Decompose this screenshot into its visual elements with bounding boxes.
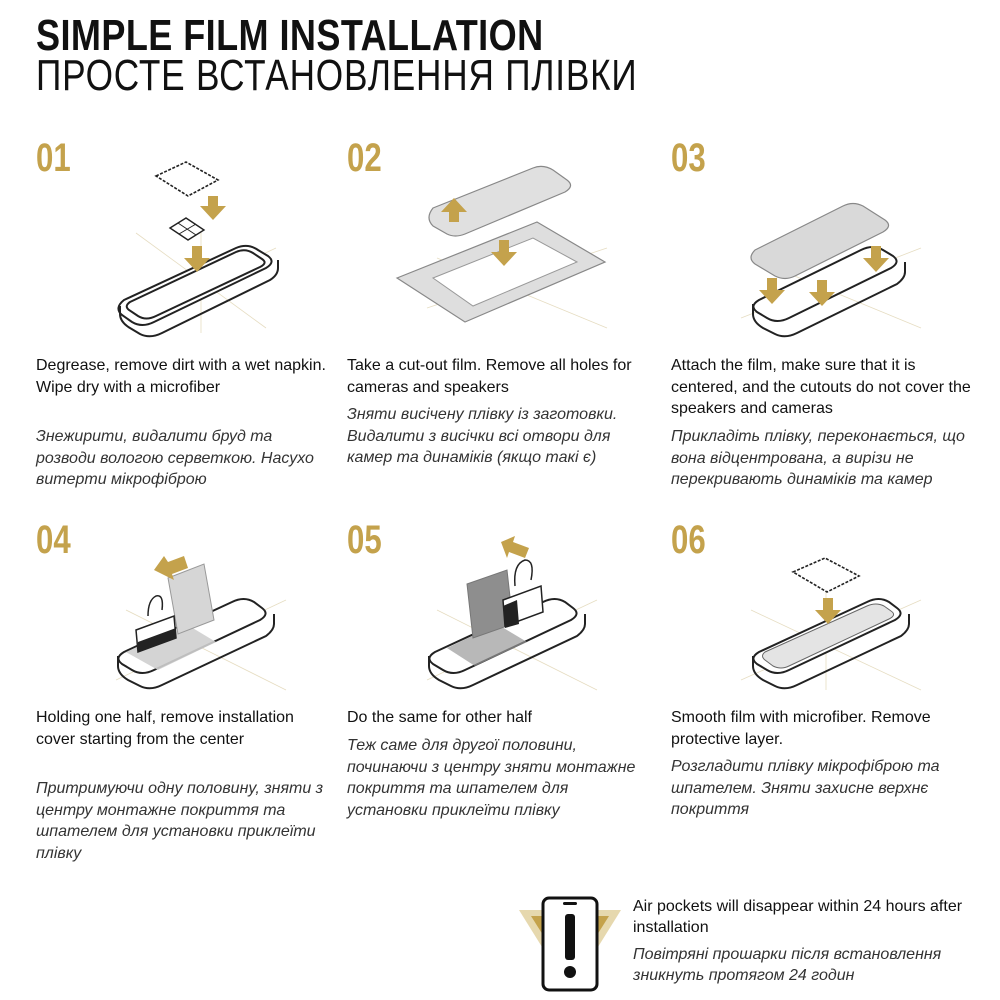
attach-film-illustration (671, 138, 971, 348)
step-number: 02 (347, 136, 382, 180)
step-text-ua: Прикладіть плівку, переконається, що вона відцентрована, а вирізи не перекривають динаміків та камер (671, 428, 965, 488)
cut-out-film-illustration (347, 138, 647, 348)
page-title: SIMPLE FILM INSTALLATION (36, 11, 544, 60)
step-text-en: Degrease, remove dirt with a wet napkin. Wipe dry with a microfiber (36, 357, 326, 396)
arrow-left-icon (501, 536, 529, 558)
step-5 (347, 520, 647, 880)
note-text-ua: Повітряні прошарки після встановлення зникнуть протягом 24 годин (633, 946, 942, 984)
smooth-film-illustration (671, 520, 971, 710)
note-text-en: Air pockets will disappear within 24 hours after installation (633, 898, 963, 936)
step-4 (36, 520, 336, 880)
step-text-en: Smooth film with microfiber. Remove protective layer. (671, 709, 931, 748)
film-backing-icon (397, 222, 605, 322)
step-1 (36, 138, 336, 498)
degrease-illustration (36, 138, 336, 348)
film-sheet-icon (429, 166, 571, 236)
step-number: 03 (671, 136, 706, 180)
step-text-en: Holding one half, remove installation cover starting from the center (36, 709, 294, 748)
air-pockets-note (515, 880, 985, 995)
step-number: 04 (36, 518, 71, 562)
step-text-en: Take a cut-out film. Remove all holes for cameras and speakers (347, 357, 632, 396)
remove-cover-illustration (36, 520, 336, 710)
remove-other-half-illustration (347, 520, 647, 710)
step-number: 05 (347, 518, 382, 562)
step-number: 01 (36, 136, 71, 180)
step-text-ua: Знежирити, видалити бруд та розводи вологою серветкою. Насухо витерти мікрофіброю (36, 428, 314, 488)
step-number: 06 (671, 518, 706, 562)
step-2 (347, 138, 647, 498)
step-text-ua: Зняти висічену плівку із заготовки. Видалити з висічки всі отвори для камер та динаміків (якщо такі є) (347, 406, 618, 466)
step-text-en: Attach the film, make sure that it is centered, and the cutouts do not cover the speakers and cameras (671, 357, 971, 417)
step-6 (671, 520, 971, 880)
warning-phone-icon (515, 880, 625, 995)
page-subtitle: ПРОСТЕ ВСТАНОВЛЕННЯ ПЛІВКИ (36, 51, 638, 100)
step-text-en: Do the same for other half (347, 709, 532, 726)
step-text-ua: Розгладити плівку мікрофіброю та шпателем. Зняти захисне верхнє покриття (671, 758, 940, 818)
step-text-ua: Теж саме для другої половини, починаючи з центру зняти монтажне покриття та шпателем для установки приклеїти плівку (347, 737, 636, 819)
step-text-ua: Притримуючи одну половину, зняти з центру монтажне покриття та шпателем для установки приклеїти плівку (36, 780, 324, 862)
napkin-icon (793, 558, 859, 592)
step-3 (671, 138, 971, 498)
